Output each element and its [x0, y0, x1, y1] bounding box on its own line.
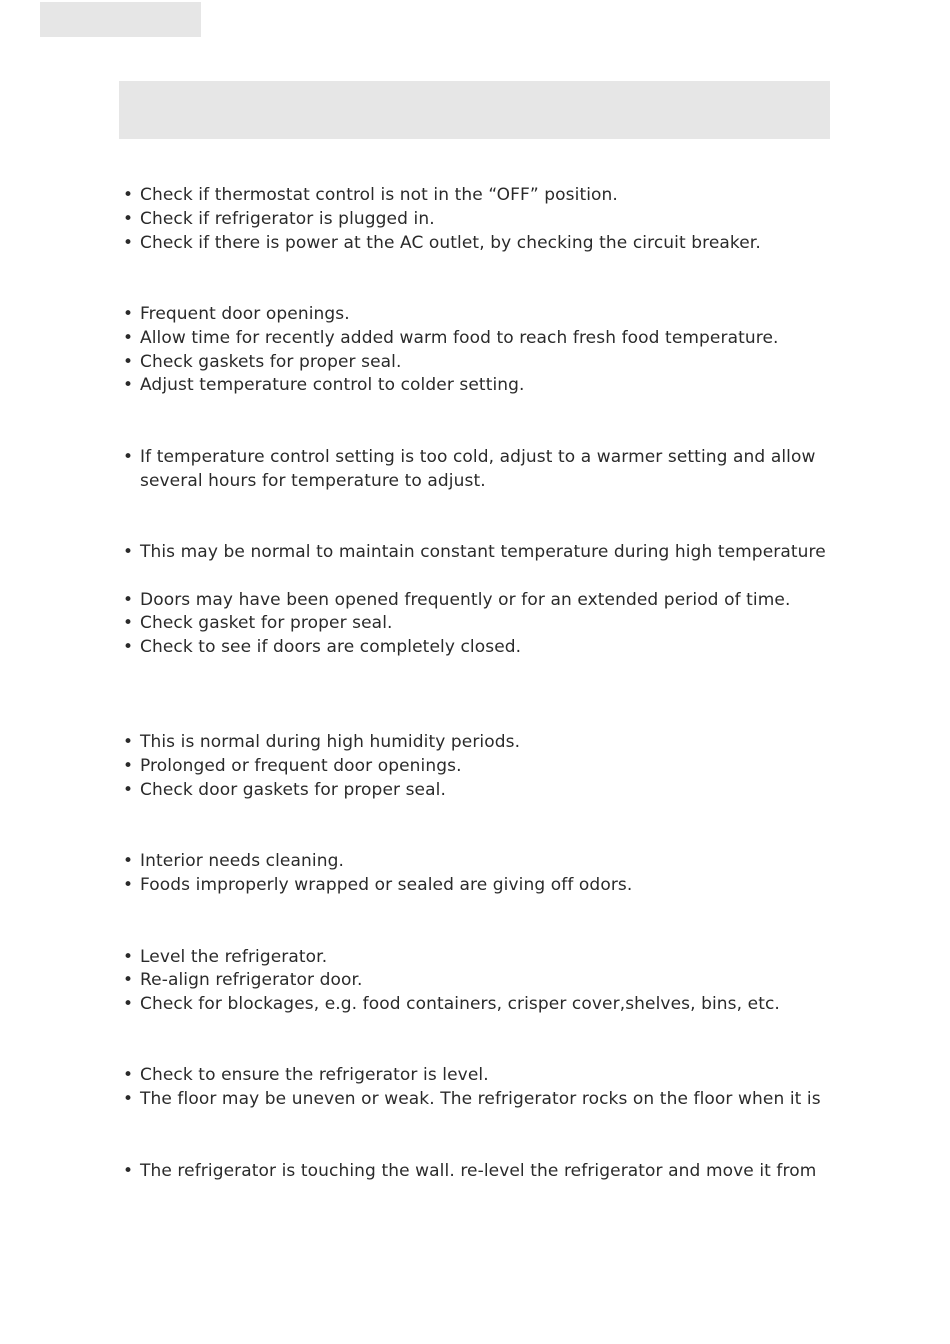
list-item: [123, 374, 833, 398]
bullet-icon: •: [123, 541, 134, 562]
bullet-icon: •: [123, 446, 134, 467]
list-item: [123, 779, 833, 803]
bullet-icon: •: [123, 613, 134, 634]
item-text: Check gaskets for proper seal.: [140, 351, 402, 372]
bullet-icon: •: [123, 994, 134, 1015]
bullet-icon: •: [123, 208, 134, 229]
bullet-icon: •: [123, 970, 134, 991]
bullet-icon: •: [123, 732, 134, 753]
list-item: [123, 327, 833, 351]
bullet-icon: •: [123, 1065, 134, 1086]
bullet-icon: •: [123, 351, 134, 372]
list-item: [123, 969, 833, 993]
item-text: Allow time for recently added warm food to reach fresh food temperature.: [140, 327, 779, 348]
item-text: Check if thermostat control is not in the “OFF” position.: [140, 185, 618, 205]
item-text: This is normal during high humidity periods.: [140, 732, 521, 753]
list-item: [123, 755, 833, 779]
list-item: [123, 874, 833, 898]
bullet-icon: •: [123, 303, 134, 324]
bullet-icon: •: [123, 375, 134, 396]
bullet-icon: •: [123, 1089, 134, 1110]
item-text: Interior needs cleaning.: [140, 851, 344, 872]
bullet-icon: •: [123, 185, 134, 205]
header-bar: [119, 81, 830, 139]
item-text: Frequent door openings.: [140, 303, 350, 324]
troubleshooting-list: [123, 184, 833, 1183]
list-item-continuation: several hours for temperature to adjust.: [140, 470, 486, 491]
list-item: [123, 184, 833, 208]
item-text: Level the refrigerator.: [140, 946, 328, 967]
list-item: [123, 589, 833, 613]
bullet-icon: •: [123, 875, 134, 896]
item-text: Adjust temperature control to colder setting.: [140, 375, 525, 396]
bullet-icon: •: [123, 327, 134, 348]
item-text: Foods improperly wrapped or sealed are giving off odors.: [140, 875, 633, 896]
item-text: Re-align refrigerator door.: [140, 970, 363, 991]
list-item: [123, 993, 833, 1017]
list-item: [123, 1064, 833, 1088]
item-text: Check for blockages, e.g. food containers, crisper cover,shelves, bins, etc.: [140, 994, 780, 1015]
item-text: Check if refrigerator is plugged in.: [140, 208, 435, 229]
bullet-icon: •: [123, 756, 134, 777]
bullet-icon: •: [123, 1160, 134, 1181]
item-text: Check to ensure the refrigerator is level.: [140, 1065, 489, 1086]
item-text: The floor may be uneven or weak. The refrigerator rocks on the floor when it is: [140, 1089, 821, 1110]
bullet-icon: •: [123, 851, 134, 872]
item-text: Check to see if doors are completely closed.: [140, 637, 522, 658]
list-item: [123, 636, 833, 660]
list-item: [123, 850, 833, 874]
list-item: [123, 446, 833, 470]
bullet-icon: •: [123, 779, 134, 800]
list-item: [123, 208, 833, 232]
item-text: If temperature control setting is too cold, adjust to a warmer setting and allow: [140, 446, 816, 467]
item-text: Check gasket for proper seal.: [140, 613, 393, 634]
bullet-icon: •: [123, 232, 134, 253]
corner-tab: [40, 2, 201, 37]
item-text: Doors may have been opened frequently or for an extended period of time.: [140, 589, 791, 610]
item-text: The refrigerator is touching the wall. re-level the refrigerator and move it from: [140, 1160, 817, 1181]
list-item: [123, 303, 833, 327]
list-item: [123, 351, 833, 375]
item-text: This may be normal to maintain constant temperature during high temperature: [140, 541, 826, 562]
list-item: [123, 232, 833, 256]
list-item: [123, 1088, 833, 1112]
item-text: Check if there is power at the AC outlet, by checking the circuit breaker.: [140, 232, 761, 253]
bullet-icon: •: [123, 637, 134, 658]
list-item: [123, 946, 833, 970]
bullet-icon: •: [123, 946, 134, 967]
item-text: Check door gaskets for proper seal.: [140, 779, 446, 800]
list-item: [123, 612, 833, 636]
list-item: [123, 731, 833, 755]
item-text: Prolonged or frequent door openings.: [140, 756, 462, 777]
list-item: [123, 1160, 833, 1184]
list-item: [123, 541, 833, 565]
bullet-icon: •: [123, 589, 134, 610]
